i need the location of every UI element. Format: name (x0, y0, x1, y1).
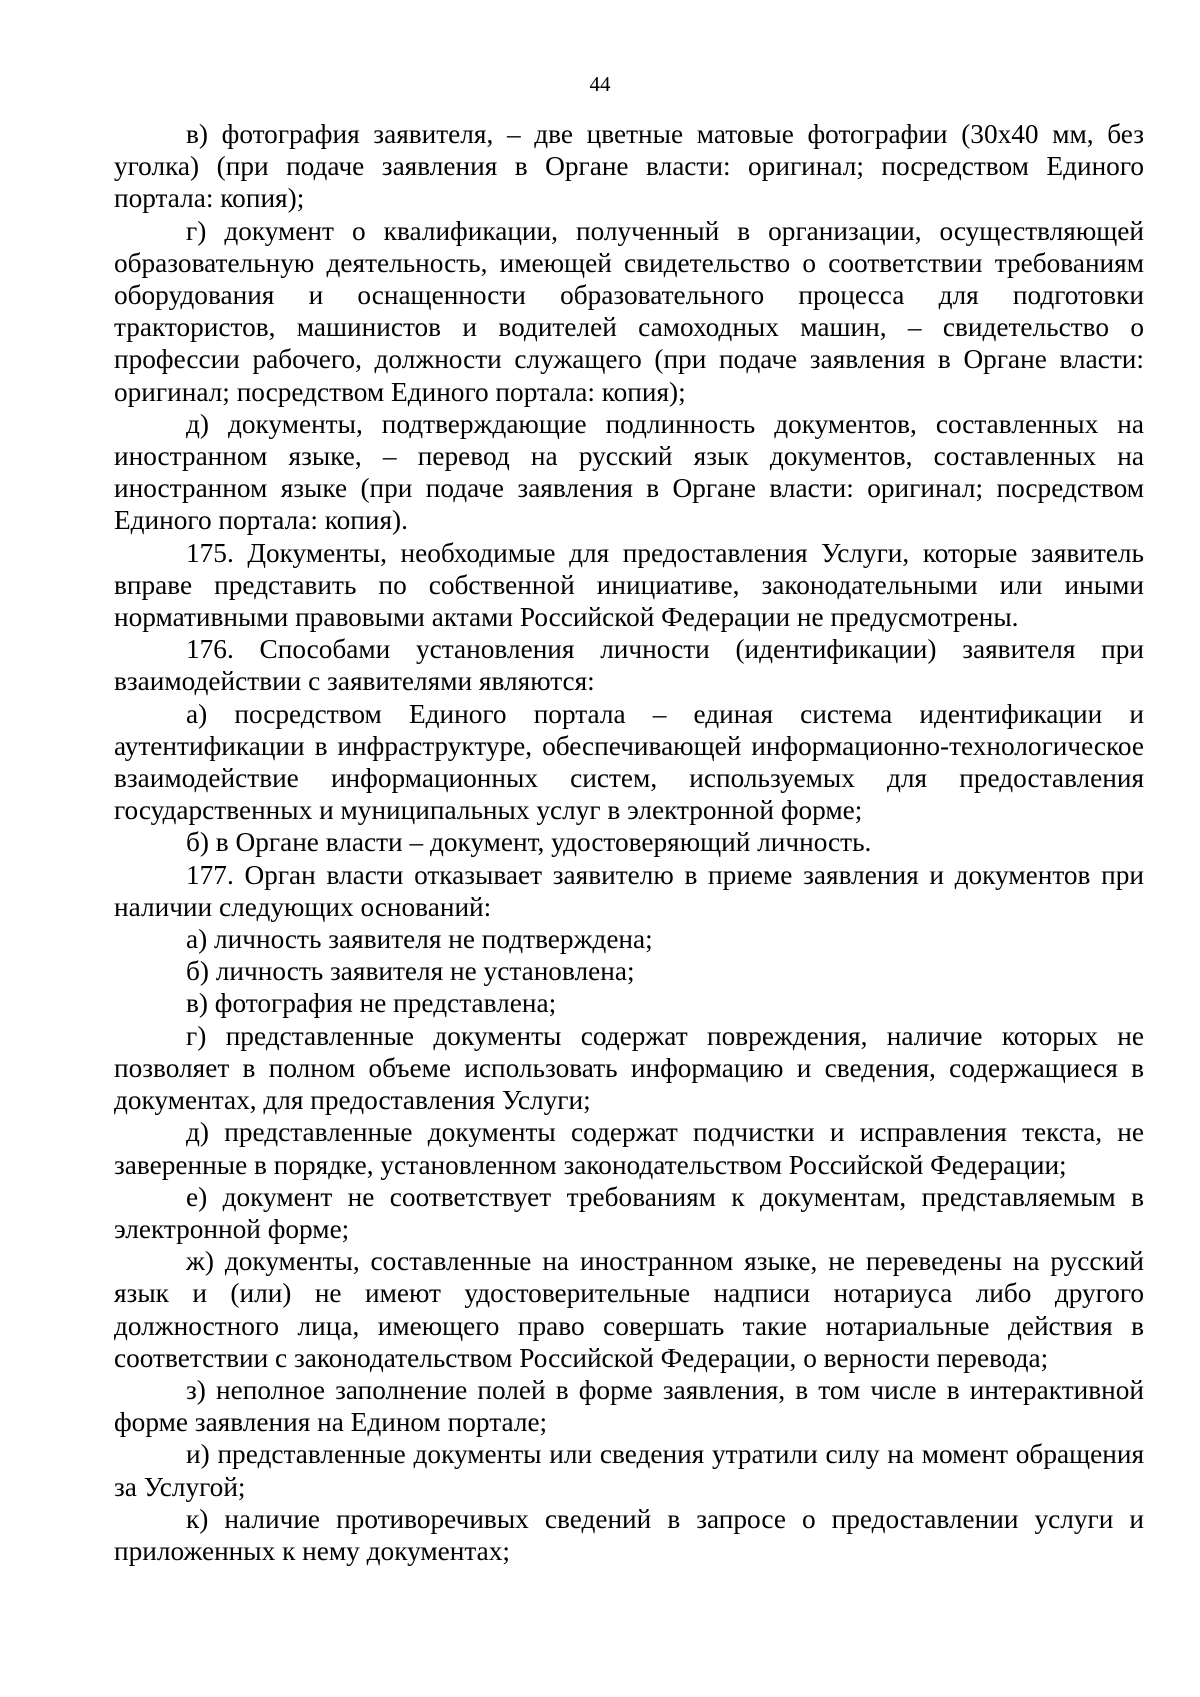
document-body (114, 118, 1144, 1567)
paragraph-176-a: а) посредством Единого портала – единая система идентификации и аутентификации в инфраструктуре, обеспечивающей информационно-технологическое взаимодействие информационных систем, используемых для предоставления государственных и муниципальных услуг в электронной форме; (114, 698, 1144, 826)
paragraph-item-g-qualification: г) документ о квалификации, полученный в организации, осуществляющей образовательную деятельность, имеющей свидетельство о соответствии требованиям оборудования и оснащенности образовательного процесса для подготовки трактористов, машинистов и водителей самоходных машин, – свидетельство о профессии рабочего, должности служащего (при подаче заявления в Органе власти: оригинал; посредством Единого портала: копия); (114, 215, 1144, 407)
paragraph-item-v-photo: в) фотография заявителя, – две цветные матовые фотографии (30х40 мм, без уголка) (при подаче заявления в Органе власти: оригинал; посредством Единого портала: копия); (114, 119, 1144, 214)
paragraph-177-b: б) личность заявителя не установлена; (186, 956, 635, 987)
paragraph-175: 175. Документы, необходимые для предоставления Услуги, которые заявитель вправе представить по собственной инициативе, законодательными или иными нормативными правовыми актами Российской Федерации не предусмотрены. (114, 537, 1144, 633)
paragraph-176-b: б) в Органе власти – документ, удостоверяющий личность. (186, 827, 872, 858)
paragraph-177-d: д) представленные документы содержат подчистки и исправления текста, не заверенные в порядке, установленном законодательством Российской Федерации; (114, 1117, 1144, 1180)
paragraph-177-v: в) фотография не представлена; (186, 988, 557, 1019)
paragraph-177-z: з) неполное заполнение полей в форме заявления, в том числе в интерактивной форме заявления на Едином портале; (114, 1374, 1144, 1438)
paragraph-177-k: к) наличие противоречивых сведений в запросе о предоставлении услуги и приложенных к нему документах; (114, 1503, 1144, 1566)
paragraph-item-d-translation: д) документы, подтверждающие подлинность документов, составленных на иностранном языке, – перевод на русский язык документов, составленных на иностранном языке (при подаче заявления в Органе власти: оригинал; посредством Единого портала: копия). (114, 408, 1144, 536)
paragraph-177: 177. Орган власти отказывает заявителю в приеме заявления и документов при наличии следующих оснований: (114, 859, 1144, 922)
paragraph-176: 176. Способами установления личности (идентификации) заявителя при взаимодействии с заявителями являются: (114, 634, 1144, 697)
paragraph-177-i: и) представленные документы или сведения утратили силу на момент обращения за Услугой; (114, 1439, 1144, 1502)
page-number: 44 (589, 72, 611, 96)
paragraph-177-g: г) представленные документы содержат повреждения, наличие которых не позволяет в полном объеме использовать информацию и сведения, содержащиеся в документах, для предоставления Услуги; (114, 1020, 1144, 1116)
paragraph-177-e: е) документ не соответствует требованиям к документам, представляемым в электронной форме; (114, 1181, 1144, 1244)
paragraph-177-zh: ж) документы, составленные на иностранном языке, не переведены на русский язык и (или) не имеют удостоверительные надписи нотариуса либо другого должностного лица, имеющего право совершать такие нотариальные действия в соответствии с законодательством Российской Федерации, о верности перевода; (114, 1246, 1144, 1373)
paragraph-177-a: а) личность заявителя не подтверждена; (186, 924, 653, 955)
